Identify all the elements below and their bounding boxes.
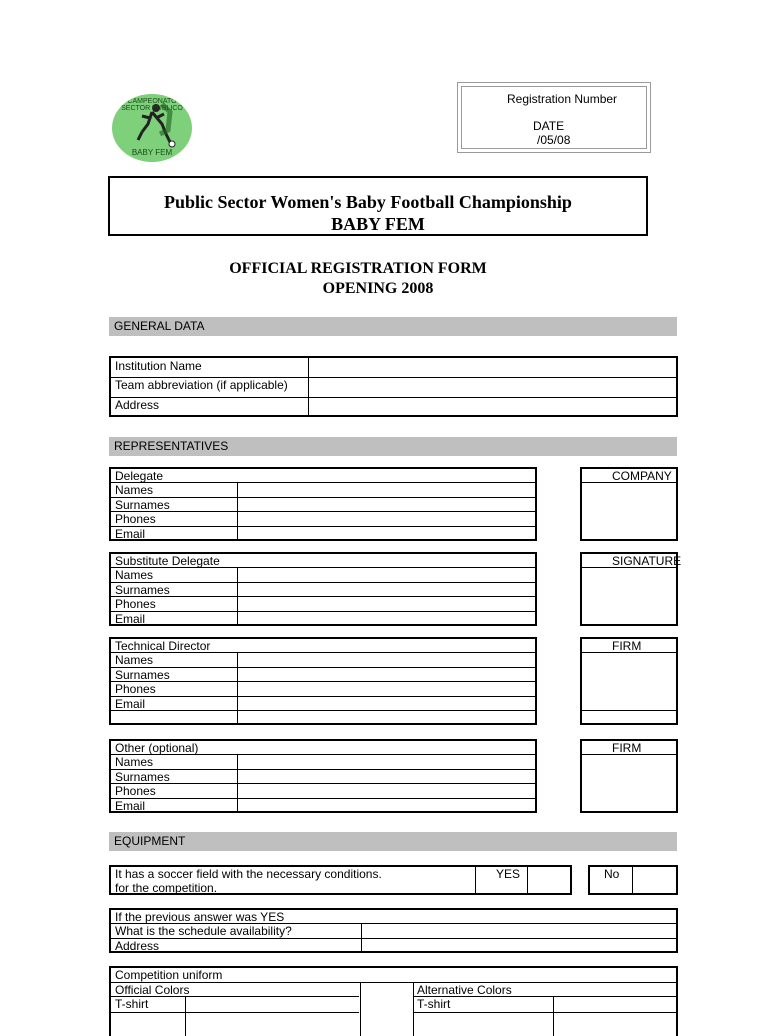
page-title: Public Sector Women's Baby Football Championship — [164, 192, 572, 212]
championship-logo — [112, 94, 192, 162]
director-firm-label: FIRM — [612, 639, 642, 653]
title-box — [108, 176, 648, 236]
date-value[interactable]: /05/08 — [537, 133, 571, 147]
director-surnames-label: Surnames — [115, 668, 170, 682]
no-checkbox[interactable] — [634, 867, 676, 893]
director-names-label: Names — [115, 653, 154, 667]
registration-box — [457, 82, 651, 153]
director-email-label: Email — [115, 697, 146, 711]
signature-label: SIGNATURE — [612, 554, 682, 568]
team-abbreviation-label: Team abbreviation (if applicable) — [115, 378, 288, 392]
field-address-field[interactable] — [363, 939, 675, 951]
other-title: Other (optional) — [115, 741, 199, 755]
institution-name-label: Institution Name — [115, 359, 202, 373]
official-tshirt-field[interactable] — [187, 997, 359, 1011]
other-firm-label: FIRM — [612, 741, 642, 755]
other-representative-table — [109, 739, 537, 813]
director-phones-label: Phones — [115, 682, 156, 696]
soccer-field-question-line2: for the competition. — [115, 881, 218, 895]
section-header-general-data: GENERAL DATA — [109, 317, 677, 336]
official-tshirt-label: T-shirt — [115, 997, 149, 1011]
company-label: COMPANY — [612, 469, 672, 483]
substitute-delegate-table — [109, 552, 537, 626]
technical-director-title: Technical Director — [115, 639, 211, 653]
other-phones-label: Phones — [115, 784, 156, 798]
other-surnames-label: Surnames — [115, 770, 170, 784]
address-field[interactable] — [310, 398, 675, 415]
technical-director-table — [109, 637, 537, 725]
delegate-table — [109, 467, 537, 541]
director-firm-box[interactable] — [580, 637, 678, 725]
alternative-tshirt-field[interactable] — [555, 997, 675, 1011]
substitute-names-label: Names — [115, 568, 154, 582]
registration-number-label: Registration Number — [507, 92, 618, 106]
address-label: Address — [115, 398, 160, 412]
followup-table — [109, 908, 678, 953]
section-header-representatives: REPRESENTATIVES — [109, 437, 677, 456]
soccer-field-question-line1: It has a soccer field with the necessary conditions. — [115, 867, 382, 881]
signature-box[interactable] — [580, 552, 682, 626]
general-data-table — [109, 356, 678, 417]
logo-arc-text: CAMPEONATO SECTOR PUBLICO — [121, 98, 183, 112]
other-names-label: Names — [115, 755, 154, 769]
no-label: No — [604, 867, 620, 881]
section-header-equipment: EQUIPMENT — [109, 832, 677, 851]
substitute-phones-label: Phones — [115, 597, 156, 611]
company-box[interactable] — [580, 467, 678, 541]
institution-name-field[interactable] — [310, 358, 675, 377]
schedule-availability-label: What is the schedule availability? — [115, 924, 292, 938]
substitute-delegate-title: Substitute Delegate — [115, 554, 220, 568]
delegate-title: Delegate — [115, 469, 164, 483]
field-address-label: Address — [115, 939, 160, 953]
schedule-availability-field[interactable] — [363, 924, 675, 937]
no-answer-box — [588, 865, 678, 895]
uniform-table — [109, 966, 678, 1036]
official-colors-label: Official Colors — [115, 983, 190, 997]
delegate-surnames-label: Surnames — [115, 498, 170, 512]
team-abbreviation-field[interactable] — [310, 378, 675, 397]
form-edition: OPENING 2008 — [322, 280, 434, 297]
alternative-tshirt-label: T-shirt — [417, 997, 451, 1011]
other-firm-box[interactable] — [580, 739, 678, 813]
substitute-email-label: Email — [115, 612, 146, 626]
date-label: DATE — [533, 119, 565, 133]
soccer-field-question — [109, 865, 572, 895]
substitute-surnames-label: Surnames — [115, 583, 170, 597]
uniform-title: Competition uniform — [115, 968, 223, 982]
other-email-label: Email — [115, 799, 146, 813]
form-title: OFFICIAL REGISTRATION FORM — [229, 260, 487, 277]
page-title-brand: BABY FEM — [331, 214, 425, 234]
yes-label: YES — [496, 867, 521, 881]
yes-checkbox[interactable] — [529, 867, 570, 893]
followup-title: If the previous answer was YES — [115, 910, 285, 924]
delegate-names-label: Names — [115, 483, 154, 497]
logo-brand-text: BABY FEM — [131, 148, 173, 157]
alternative-colors-label: Alternative Colors — [417, 983, 512, 997]
delegate-phones-label: Phones — [115, 512, 156, 526]
delegate-email-label: Email — [115, 527, 146, 541]
